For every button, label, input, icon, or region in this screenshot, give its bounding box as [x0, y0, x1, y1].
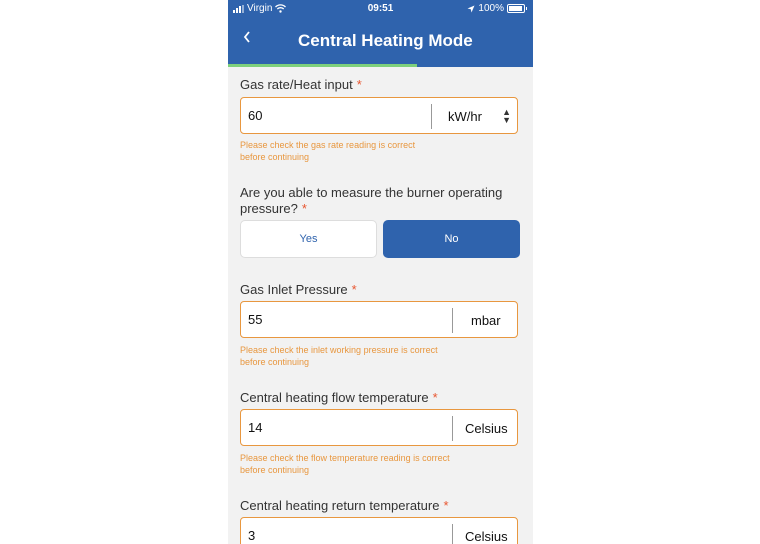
- flow-temperature-input[interactable]: 14: [248, 420, 263, 435]
- inlet-pressure-warning-line2: before continuing: [240, 357, 310, 367]
- return-temperature-label-text: Central heating return temperature: [240, 498, 440, 513]
- carrier-name: Virgin: [247, 3, 273, 14]
- gas-rate-label: [240, 77, 362, 93]
- inlet-pressure-label: [240, 282, 357, 298]
- gas-rate-field: [240, 97, 518, 134]
- progress-bar: [228, 64, 533, 67]
- flow-temperature-warning-line1: Please check the flow temperature reading is correct: [240, 453, 450, 463]
- battery-icon: [507, 4, 525, 13]
- progress-fill: [228, 64, 417, 67]
- no-button[interactable]: No: [383, 220, 520, 258]
- flow-temperature-label-text: Central heating flow temperature: [240, 390, 429, 405]
- inlet-pressure-warning-line1: Please check the inlet working pressure is correct: [240, 345, 438, 355]
- yes-button[interactable]: Yes: [240, 220, 377, 258]
- return-temperature-unit: Celsius: [465, 529, 508, 544]
- return-temperature-field: [240, 517, 518, 544]
- status-bar: [228, 0, 533, 18]
- select-arrows-icon[interactable]: ▲ ▼: [502, 107, 511, 125]
- required-marker: *: [301, 201, 307, 216]
- required-marker: *: [443, 498, 449, 513]
- return-temperature-input[interactable]: 3: [248, 528, 256, 543]
- flow-temperature-field: [240, 409, 518, 446]
- inlet-pressure-label-text: Gas Inlet Pressure: [240, 282, 348, 297]
- return-temperature-label: [240, 498, 449, 514]
- gas-rate-warning-line2: before continuing: [240, 152, 310, 162]
- field-divider: [452, 524, 453, 544]
- field-divider: [431, 104, 432, 129]
- flow-temperature-label: [240, 390, 438, 406]
- burner-question-line2: pressure?: [240, 201, 298, 216]
- page-title: Central Heating Mode: [298, 31, 473, 50]
- field-divider: [452, 416, 453, 441]
- location-arrow-icon: [467, 5, 475, 13]
- required-marker: *: [356, 77, 362, 92]
- burner-question-label: [240, 185, 502, 217]
- gas-rate-warning: [240, 139, 500, 163]
- inlet-pressure-input[interactable]: 55: [248, 312, 263, 327]
- gas-rate-input[interactable]: 60: [248, 108, 263, 123]
- gas-rate-label-text: Gas rate/Heat input: [240, 77, 353, 92]
- flow-temperature-warning-line2: before continuing: [240, 465, 310, 475]
- battery-tip: [526, 7, 527, 10]
- back-button[interactable]: [242, 28, 252, 49]
- field-divider: [452, 308, 453, 333]
- navigation-bar: [228, 18, 533, 64]
- clock: 09:51: [367, 3, 394, 14]
- chevron-left-icon: [242, 30, 252, 44]
- inlet-pressure-unit: mbar: [471, 313, 501, 328]
- required-marker: *: [351, 282, 357, 297]
- inlet-pressure-warning: [240, 344, 500, 368]
- required-marker: *: [432, 390, 438, 405]
- phone-screen: [228, 0, 533, 544]
- burner-question-line1: Are you able to measure the burner operating: [240, 185, 503, 200]
- inlet-pressure-field: [240, 301, 518, 338]
- flow-temperature-warning: [240, 452, 500, 476]
- gas-rate-unit-select[interactable]: kW/hr: [448, 109, 482, 124]
- flow-temperature-unit: Celsius: [465, 421, 508, 436]
- battery-percent: 100%: [478, 3, 504, 14]
- gas-rate-warning-line1: Please check the gas rate reading is correct: [240, 140, 416, 150]
